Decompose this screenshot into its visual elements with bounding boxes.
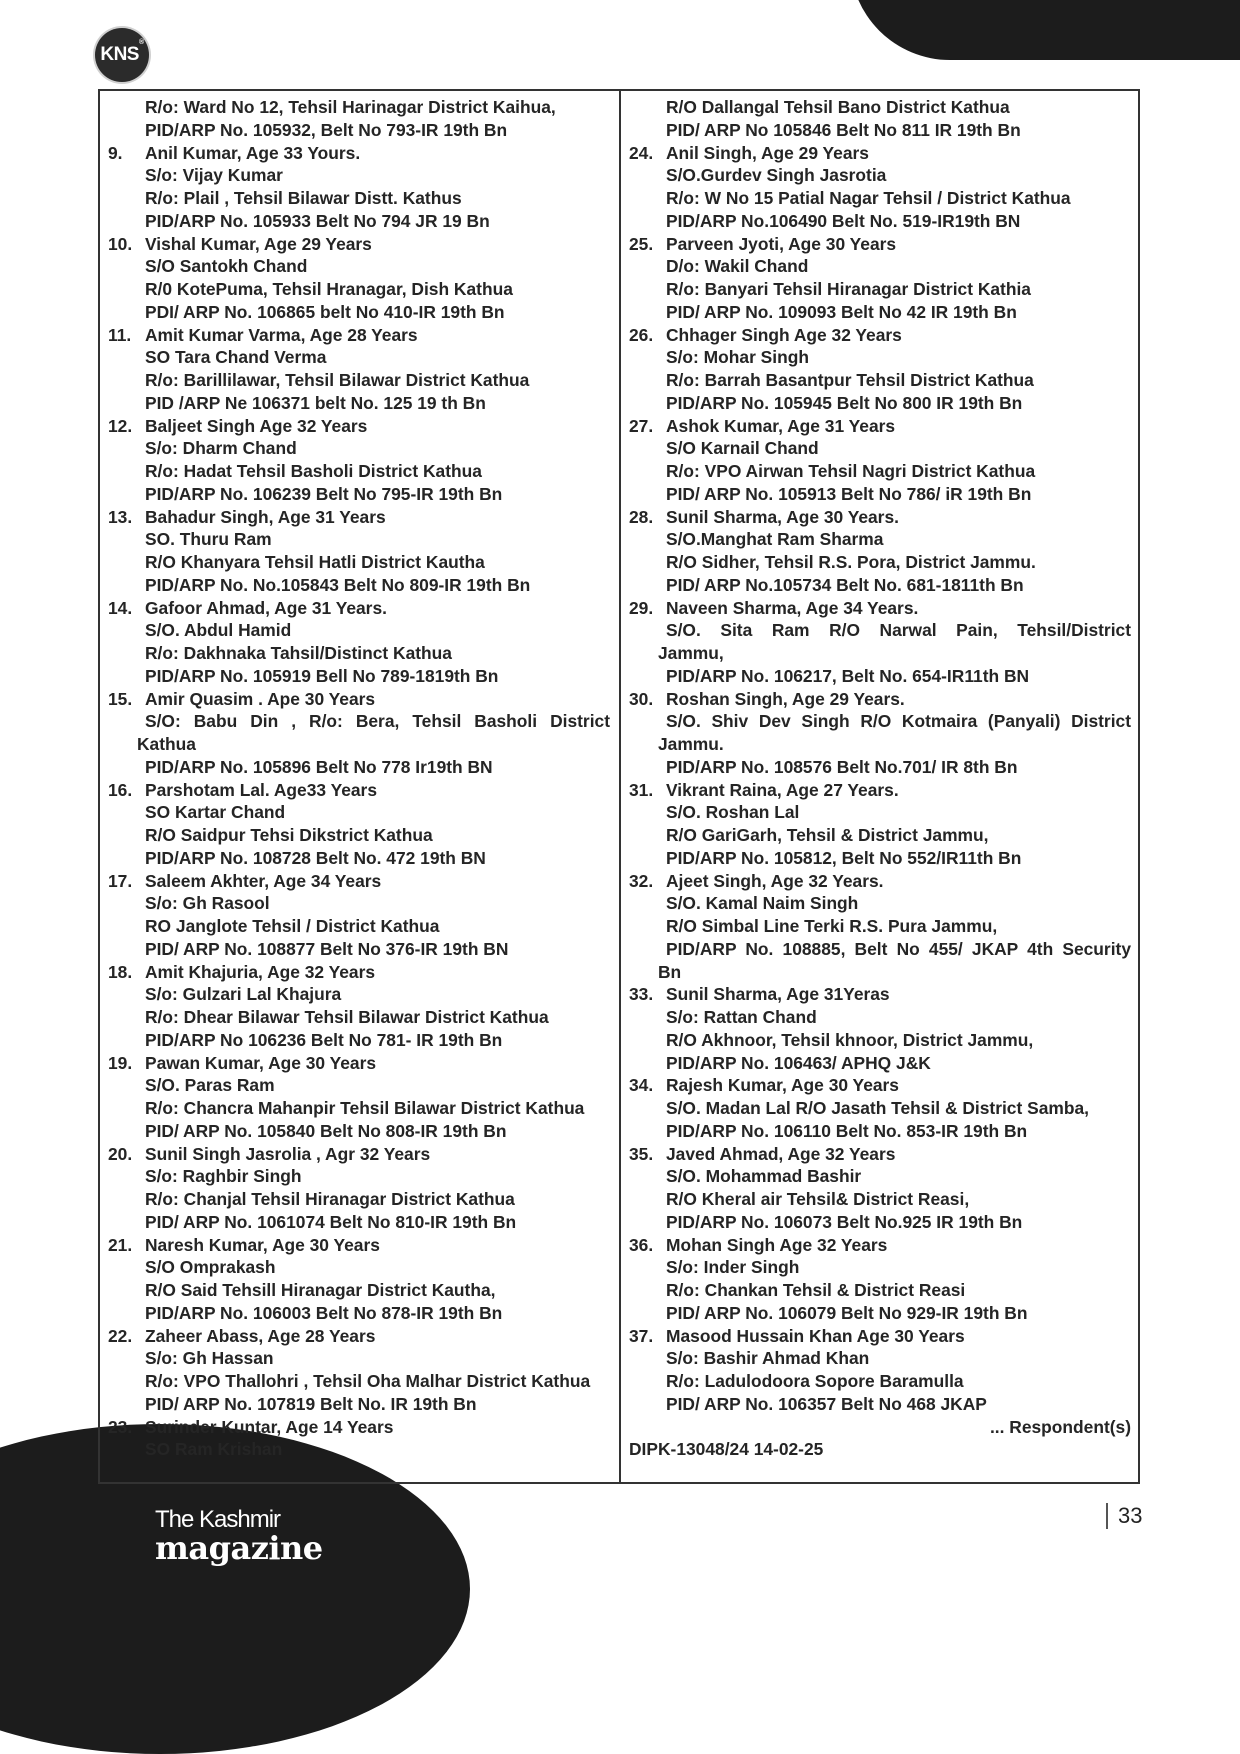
entry-line: Vikrant Raina, Age 27 Years. (666, 779, 899, 800)
page-number: 33 (1106, 1503, 1142, 1529)
respondent-entry (108, 1143, 610, 1234)
entry-line: S/O Omprakash (145, 1257, 276, 1278)
entry-line: R/O Akhnoor, Tehsil khnoor, District Jammu, (666, 1029, 1034, 1050)
respondent-entry (108, 506, 610, 597)
entry-line: S/O. Shiv Dev Singh R/O Kotmaira (Panyali) District (666, 711, 1131, 732)
entry-line: S/O Santokh Chand (145, 256, 308, 277)
entry-number: 37. (629, 1325, 654, 1346)
entry-number: 9. (108, 142, 123, 163)
respondents-label: ... Respondent(s) (989, 1416, 1131, 1437)
entry-line: R/o: Barrah Basantpur Tehsil District Kathua (666, 370, 1034, 390)
entry-line: R/o: W No 15 Patial Nagar Tehsil / District Kathua (666, 188, 1071, 208)
entry-line: R/o: VPO Airwan Tehsil Nagri District Kathua (666, 461, 1036, 481)
respondent-entry (108, 597, 610, 688)
entry-line: R/o: Dakhnaka Tahsil/Distinct Kathua (145, 643, 452, 663)
respondent-entry (629, 506, 1131, 597)
entry-line: S/o: Gh Hassan (145, 1348, 274, 1369)
respondent-entry (108, 1325, 610, 1416)
entry-line: S/o: Gulzari Lal Khajura (145, 984, 342, 1005)
entry-line: PID/ ARP No. 1061074 Belt No 810-IR 19th Bn (145, 1211, 517, 1232)
entry-line: SO Kartar Chand (145, 802, 286, 823)
respondent-entry (629, 1074, 1131, 1142)
entry-line: R/O Simbal Line Terki R.S. Pura Jammu, (666, 916, 998, 936)
entry-line: Zaheer Abass, Age 28 Years (145, 1325, 376, 1346)
entry-line: R/o: Hadat Tehsil Basholi District Kathua (145, 461, 482, 481)
entry-number: 11. (108, 324, 132, 345)
entry-line: S/O.Manghat Ram Sharma (666, 529, 884, 550)
respondent-entry (629, 142, 1131, 233)
entry-line: Jammu. (658, 734, 724, 754)
entry-line: PID/ ARP No 105846 Belt No 811 IR 19th Bn (666, 119, 1021, 140)
entry-line: Sunil Sharma, Age 30 Years. (666, 506, 899, 527)
entry-line: R/O Kheral air Tehsil& District Reasi, (666, 1189, 970, 1209)
respondent-entry (629, 870, 1131, 984)
entry-line: Ashok Kumar, Age 31 Years (666, 415, 896, 436)
entry-line: Parshotam Lal. Age33 Years (145, 779, 377, 800)
reference-code: DIPK-13048/24 14-02-25 (629, 1439, 824, 1460)
entry-line: PID/ ARP No. 106079 Belt No 929-IR 19th Bn (666, 1302, 1028, 1323)
respondent-entry (108, 961, 610, 1052)
entry-number: 28. (629, 506, 654, 527)
entry-line: SO. Thuru Ram (145, 529, 272, 550)
entry-number: 34. (629, 1075, 654, 1096)
entry-number: 23. (108, 1416, 133, 1437)
entry-line: PDI/ ARP No. 106865 belt No 410-IR 19th Bn (145, 301, 505, 322)
entry-line: R/o: Dhear Bilawar Tehsil Bilawar District Kathua (145, 1007, 549, 1027)
entry-line: R/o: Barillilawar, Tehsil Bilawar District Kathua (145, 370, 530, 390)
entry-line: Amir Quasim . Ape 30 Years (145, 688, 376, 709)
entry-line: S/o: Vijay Kumar (145, 165, 283, 186)
respondent-entry (629, 1325, 1131, 1416)
entry-line: S/O. Paras Ram (145, 1075, 275, 1096)
entry-line: S/O: Babu Din , R/o: Bera, Tehsil Basholi District (145, 711, 610, 732)
respondent-entry (629, 415, 1131, 506)
respondent-entry (108, 688, 610, 779)
entry-line: S/O. Mohammad Bashir (666, 1166, 862, 1187)
entry-line: Rajesh Kumar, Age 30 Years (666, 1075, 899, 1096)
respondent-entry (108, 779, 610, 870)
entry-line: R/O GariGarh, Tehsil & District Jammu, (666, 825, 989, 845)
entry-number: 26. (629, 324, 654, 345)
entry-line: SO Tara Chand Verma (145, 347, 327, 368)
entry-line: Naveen Sharma, Age 34 Years. (666, 597, 919, 618)
entry-number: 25. (629, 233, 654, 254)
brand-top-text: The Kashmir (155, 1506, 281, 1533)
entry-line: PID/ARP No. 108576 Belt No.701/ IR 8th Bn (666, 756, 1018, 777)
right-column (629, 96, 1131, 1461)
respondent-entry (629, 233, 1131, 324)
entry-line: Vishal Kumar, Age 29 Years (145, 233, 372, 254)
entry-line: Amit Khajuria, Age 32 Years (145, 961, 376, 982)
magazine-brand-logo (155, 1506, 323, 1567)
entry-line: Sunil Singh Jasrolia , Agr 32 Years (145, 1143, 431, 1164)
entry-line: Mohan Singh Age 32 Years (666, 1234, 888, 1255)
entry-number: 21. (108, 1234, 133, 1255)
entry-number: 12. (108, 415, 133, 436)
entry-line: R/o: VPO Thallohri , Tehsil Oha Malhar District Kathua (145, 1371, 591, 1391)
entry-number: 13. (108, 506, 133, 527)
entry-line: Parveen Jyoti, Age 30 Years (666, 233, 897, 254)
entry-line: Kathua (137, 734, 196, 754)
entry-line: PID/ ARP No. 108877 Belt No 376-IR 19th BN (145, 938, 509, 959)
respondent-entry (108, 1052, 610, 1143)
entry-line: PID/ARP No. 105896 Belt No 778 Ir19th BN (145, 756, 493, 777)
kns-logo: KNS® (95, 28, 149, 82)
entry-line: S/o: Bashir Ahmad Khan (666, 1348, 870, 1369)
entry-line: S/o: Gh Rasool (145, 893, 270, 914)
entry-number: 10. (108, 233, 133, 254)
entry-line: Roshan Singh, Age 29 Years. (666, 688, 905, 709)
entry-number: 17. (108, 870, 133, 891)
entry-line: R/O Saidpur Tehsi Dikstrict Kathua (145, 825, 433, 845)
entry-line: Amit Kumar Varma, Age 28 Years (145, 324, 418, 345)
entry-line: R/O Said Tehsill Hiranagar District Kautha, (145, 1280, 496, 1300)
entry-line: Gafoor Ahmad, Age 31 Years. (145, 597, 387, 618)
entry-line: S/O. Kamal Naim Singh (666, 893, 859, 914)
respondent-entry (629, 597, 1131, 688)
entry-number: 30. (629, 688, 654, 709)
entry-line: PID/ARP No. 108728 Belt No. 472 19th BN (145, 847, 486, 868)
entry-line: R/o: Chancra Mahanpir Tehsil Bilawar District Kathua (145, 1098, 585, 1118)
entry-line: PID/ ARP No. 107819 Belt No. IR 19th Bn (145, 1393, 477, 1414)
entry-line: R/o: Chanjal Tehsil Hiranagar District Kathua (145, 1189, 515, 1209)
entry-line: R/O Dallangal Tehsil Bano District Kathua (666, 97, 1010, 117)
column-divider (619, 91, 621, 1482)
entry-line: S/o: Mohar Singh (666, 347, 809, 368)
entry-line: R/o: Ladulodoora Sopore Baramulla (666, 1371, 964, 1391)
entry-line: PID/ARP No. 105945 Belt No 800 IR 19th Bn (666, 392, 1023, 413)
entry-number: 22. (108, 1325, 133, 1346)
entry-line: PID/ARP No. 105812, Belt No 552/IR11th Bn (666, 847, 1022, 868)
respondent-entry (108, 324, 610, 415)
continued-entry (629, 96, 1131, 142)
entry-line: PID/ ARP No. 105913 Belt No 786/ iR 19th Bn (666, 483, 1032, 504)
respondents-table (98, 89, 1140, 1484)
entry-number: 18. (108, 961, 133, 982)
entry-line: PID/ARP No 106236 Belt No 781- IR 19th Bn (145, 1029, 503, 1050)
entry-line: R/o: Ward No 12, Tehsil Harinagar District Kaihua, (145, 97, 556, 117)
entry-line: R/O Khanyara Tehsil Hatli District Kautha (145, 552, 485, 572)
entry-line: PID/ARP No. 106463/ APHQ J&K (666, 1052, 931, 1073)
entry-line: R/0 KotePuma, Tehsil Hranagar, Dish Kathua (145, 279, 513, 299)
entry-line: RO Janglote Tehsil / District Kathua (145, 916, 440, 936)
entry-line: PID /ARP Ne 106371 belt No. 125 19 th Bn (145, 392, 486, 413)
entry-line: PID/ARP No. 108885, Belt No 455/ JKAP 4th Security (666, 938, 1131, 959)
entry-line: PID/ARP No. 105932, Belt No 793-IR 19th Bn (145, 119, 508, 140)
entry-line: PID/ ARP No. 109093 Belt No 42 IR 19th Bn (666, 301, 1017, 322)
respondent-entry (629, 1143, 1131, 1234)
entry-line: Pawan Kumar, Age 30 Years (145, 1052, 377, 1073)
left-column (108, 96, 610, 1461)
header-corner-shape (850, 0, 1240, 60)
entry-line: PID/ARP No. 106239 Belt No 795-IR 19th Bn (145, 483, 503, 504)
entry-line: PID/ARP No. No.105843 Belt No 809-IR 19th Bn (145, 574, 531, 595)
entry-number: 27. (629, 415, 654, 436)
respondent-entry (108, 415, 610, 506)
entry-number: 36. (629, 1234, 654, 1255)
entry-number: 20. (108, 1143, 133, 1164)
entry-line: Javed Ahmad, Age 32 Years (666, 1143, 896, 1164)
entry-line: PID/ARP No. 105919 Bell No 789-1819th Bn (145, 665, 499, 686)
respondent-entry (629, 1234, 1131, 1325)
entry-line: PID/ARP No. 106003 Belt No 878-IR 19th Bn (145, 1302, 503, 1323)
respondent-entry (629, 324, 1131, 415)
entry-number: 31. (629, 779, 654, 800)
respondent-entry (108, 142, 610, 233)
entry-number: 24. (629, 142, 654, 163)
entry-number: 33. (629, 984, 654, 1005)
entry-line: SO Ram Krishan (145, 1439, 283, 1460)
entry-line: S/O. Sita Ram R/O Narwal Pain, Tehsil/District (666, 620, 1131, 641)
entry-line: S/o: Rattan Chand (666, 1007, 817, 1027)
entry-line: Bn (658, 961, 682, 982)
entry-line: Ajeet Singh, Age 32 Years. (666, 870, 884, 891)
entry-line: S/O. Madan Lal R/O Jasath Tehsil & District Samba, (666, 1098, 1089, 1118)
entry-line: R/o: Banyari Tehsil Hiranagar District Kathia (666, 279, 1031, 299)
entry-line: S/o: Dharm Chand (145, 438, 297, 459)
brand-main-text: magazine (155, 1529, 323, 1567)
entry-line: Masood Hussain Khan Age 30 Years (666, 1325, 965, 1346)
entry-line: Saleem Akhter, Age 34 Years (145, 870, 382, 891)
entry-line: R/o: Plail , Tehsil Bilawar Distt. Kathus (145, 188, 462, 208)
entry-line: Anil Kumar, Age 33 Yours. (145, 142, 361, 163)
entry-line: PID/ARP No. 105933 Belt No 794 JR 19 Bn (145, 210, 490, 231)
respondent-entry (108, 1416, 610, 1462)
entry-line: S/O. Abdul Hamid (145, 620, 292, 641)
respondent-entry (629, 983, 1131, 1074)
entry-line: Surinder Kuntar, Age 14 Years (145, 1416, 394, 1437)
entry-line: Baljeet Singh Age 32 Years (145, 415, 368, 436)
entry-line: PID/ARP No. 106217, Belt No. 654-IR11th BN (666, 665, 1030, 686)
entry-number: 16. (108, 779, 133, 800)
entry-line: S/O Karnail Chand (666, 438, 819, 459)
entry-line: PID/ ARP No.105734 Belt No. 681-1811th Bn (666, 574, 1024, 595)
entry-line: PID/ ARP No. 106357 Belt No 468 JKAP (666, 1393, 987, 1414)
entry-line: S/O. Roshan Lal (666, 802, 800, 823)
entry-line: D/o: Wakil Chand (666, 256, 809, 277)
respondent-entry (629, 688, 1131, 779)
respondent-entry (108, 870, 610, 961)
continued-entry (108, 96, 610, 142)
entry-line: Chhager Singh Age 32 Years (666, 324, 902, 345)
respondent-entry (629, 779, 1131, 870)
respondent-entry (108, 1234, 610, 1325)
entry-line: Jammu, (658, 643, 724, 663)
entry-line: S/O.Gurdev Singh Jasrotia (666, 165, 887, 186)
entry-line: S/o: Raghbir Singh (145, 1166, 302, 1187)
entry-number: 29. (629, 597, 654, 618)
entry-line: R/o: Chankan Tehsil & District Reasi (666, 1280, 966, 1300)
entry-line: Anil Singh, Age 29 Years (666, 142, 869, 163)
entry-line: PID/ARP No.106490 Belt No. 519-IR19th BN (666, 210, 1021, 231)
entry-line: Bahadur Singh, Age 31 Years (145, 506, 386, 527)
entry-number: 19. (108, 1052, 133, 1073)
entry-line: Sunil Sharma, Age 31Yeras (666, 984, 890, 1005)
entry-number: 32. (629, 870, 654, 891)
entry-line: PID/ARP No. 106110 Belt No. 853-IR 19th Bn (666, 1120, 1028, 1141)
entry-number: 35. (629, 1143, 654, 1164)
entry-line: PID/ ARP No. 105840 Belt No 808-IR 19th Bn (145, 1120, 507, 1141)
entry-line: Naresh Kumar, Age 30 Years (145, 1234, 380, 1255)
entry-line: PID/ARP No. 106073 Belt No.925 IR 19th Bn (666, 1211, 1023, 1232)
entry-line: S/o: Inder Singh (666, 1257, 800, 1278)
respondent-entry (108, 233, 610, 324)
entry-number: 15. (108, 688, 133, 709)
entry-line: R/O Sidher, Tehsil R.S. Pora, District Jammu. (666, 552, 1036, 572)
entry-number: 14. (108, 597, 133, 618)
